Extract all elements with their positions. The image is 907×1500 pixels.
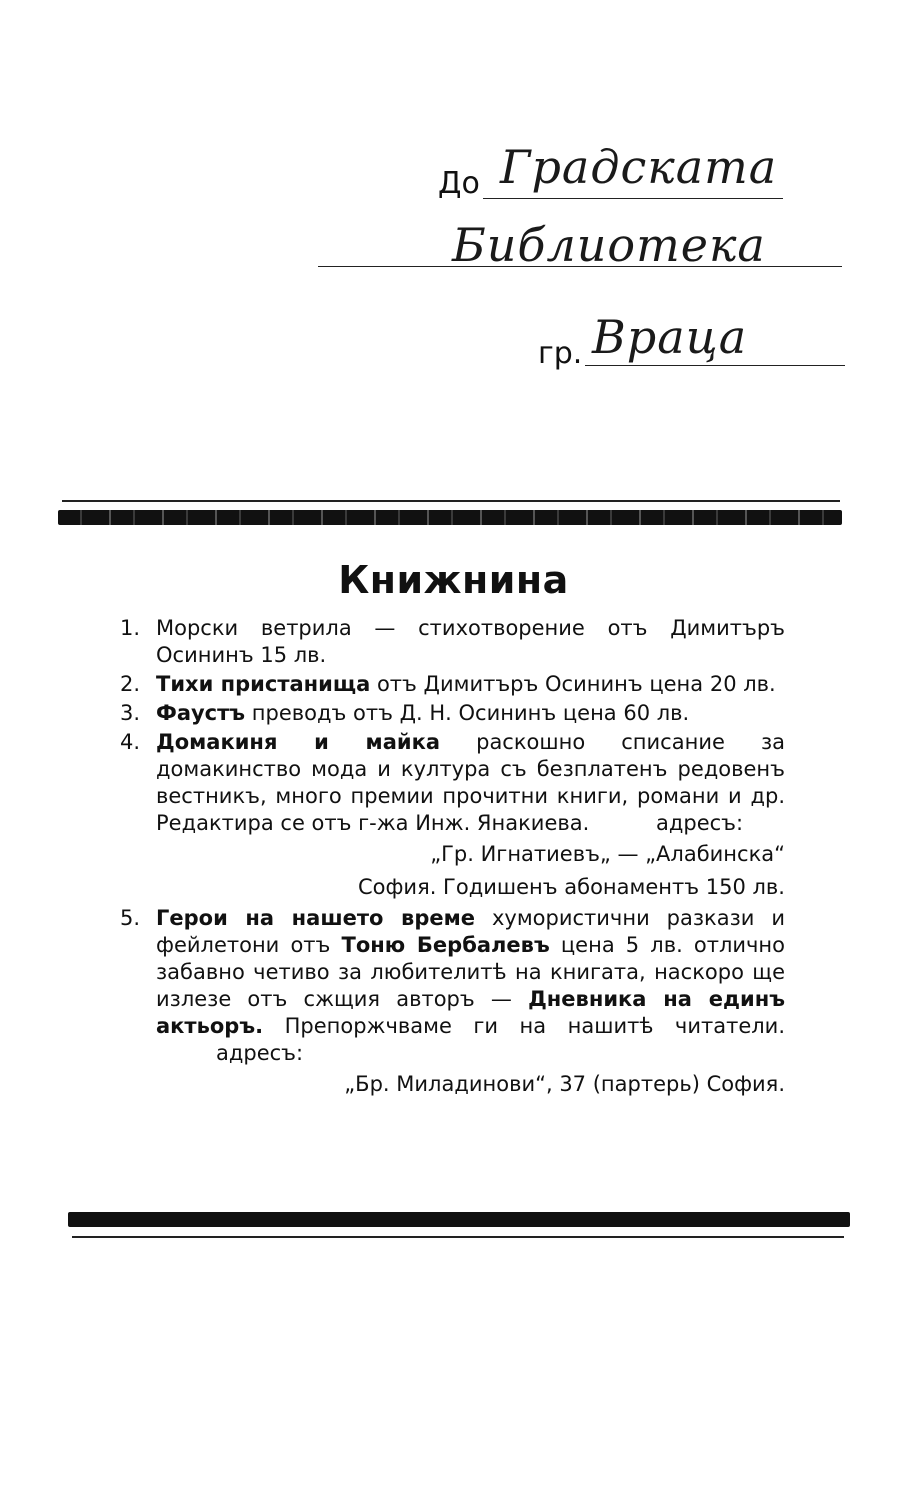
item-text: отъ Димитъръ Осининъ цена 20 лв. [376, 672, 776, 696]
item-number: 5. [120, 906, 141, 930]
address-label: адресъ: [216, 1041, 304, 1065]
item-text: хумористични разкази и фейлетони отъ [156, 906, 785, 957]
city-label: гр. [538, 336, 583, 371]
item-title: Герои на нашето време [156, 906, 476, 930]
list-item [120, 729, 785, 837]
bottom-thin-rule [72, 1236, 844, 1238]
handwritten-recipient-line2: Библиотека [452, 218, 766, 272]
item-number: 2. [120, 672, 141, 696]
item-forthcoming-title: Дневника на единъ актьоръ. [156, 987, 785, 1038]
item-text: цена 5 лв. отлично забавно четиво за любителитѣ на книгата, наскоро ще излезе отъ сжщия авторъ — [156, 933, 786, 1011]
book-list [120, 615, 785, 1098]
address-line: „Бр. Миладинови“, 37 (партерь) София. [344, 1072, 785, 1096]
recipient-block [0, 0, 907, 420]
item-title: Домакиня и майка [156, 730, 441, 754]
list-item [120, 615, 785, 669]
handwritten-city: Враца [592, 310, 748, 364]
recipient-underline-1 [483, 198, 783, 199]
item-text: раскошно списание за домакинство мода и култура съ безплатенъ редовенъ вестникъ, много премии прочитни книги, романи и др. Редактира се отъ г-жа Инж. Янакиева. [156, 730, 785, 835]
item-text: Препоржчваме ги на нашитѣ читатели. [284, 1014, 785, 1038]
recipient-underline-2 [318, 266, 842, 267]
item-title: Фаустъ [156, 701, 246, 725]
item-number: 4. [120, 730, 141, 754]
list-item [120, 905, 785, 1067]
bottom-thick-rule [68, 1212, 850, 1227]
item-title: Тихи пристанища [156, 672, 371, 696]
city-underline [585, 365, 845, 366]
item-number: 1. [120, 616, 141, 640]
item-text: Морски ветрила — стихотворение отъ Димитъръ Осининъ 15 лв. [156, 616, 785, 667]
item-text: преводъ отъ Д. Н. Осининъ цена 60 лв. [251, 701, 690, 725]
list-item [120, 700, 785, 727]
address-label: адресъ: [655, 811, 744, 835]
address-line: „Гр. Игнатиевъ„ — „Алабинска“ [430, 842, 785, 866]
top-thin-rule [62, 500, 840, 502]
address-line: София. Годишенъ абонаментъ 150 лв. [357, 875, 785, 899]
to-label: До [438, 166, 480, 201]
item-author: Тоню Бербалевъ [341, 933, 550, 957]
list-item [120, 671, 785, 698]
handwritten-recipient-line1: Градската [500, 140, 778, 194]
section-title: Книжнина [338, 558, 569, 602]
item-number: 3. [120, 701, 141, 725]
top-thick-rule [58, 510, 842, 525]
